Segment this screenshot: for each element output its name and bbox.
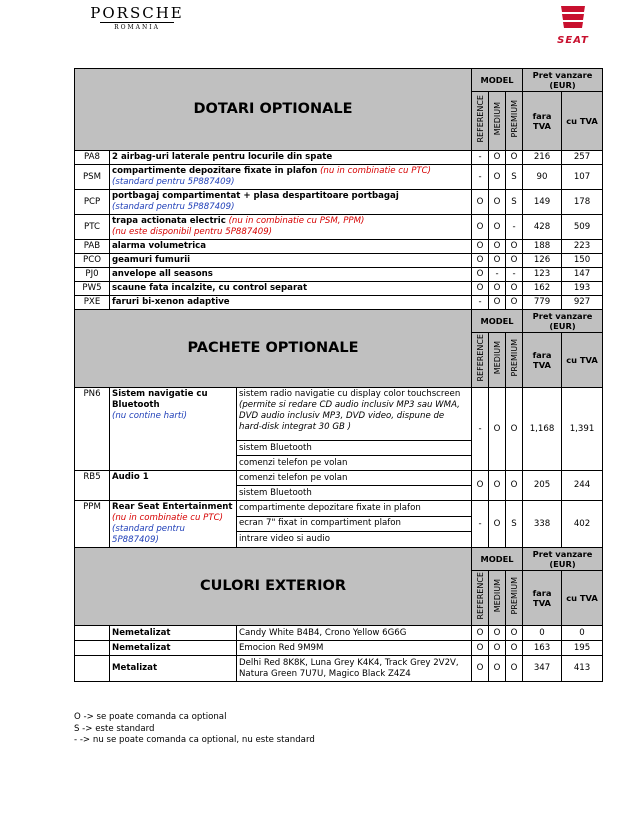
option-name: portbagaj compartimentat + plasa despartitoare portbagaj xyxy=(112,191,399,201)
medium-availability: O xyxy=(489,501,506,548)
price-with-vat: 413 xyxy=(562,656,603,682)
price-list-table xyxy=(74,68,603,682)
price-header: Pret vanzare (EUR) xyxy=(523,548,603,571)
premium-availability: O xyxy=(506,240,523,254)
package-item: sistem Bluetooth xyxy=(237,486,472,501)
price-with-vat: 107 xyxy=(562,165,603,190)
price-without-vat: 347 xyxy=(523,656,562,682)
reference-availability: O xyxy=(472,254,489,268)
price-without-vat: 188 xyxy=(523,240,562,254)
option-code: PAB xyxy=(75,240,110,254)
option-code: PA8 xyxy=(75,151,110,165)
medium-availability: O xyxy=(489,240,506,254)
package-name-cell xyxy=(110,388,237,471)
price-without-vat: 126 xyxy=(523,254,562,268)
reference-availability: O xyxy=(472,471,489,501)
option-note-red: (nu in combinatie cu PSM, PPM) xyxy=(228,216,365,226)
medium-availability: O xyxy=(489,626,506,641)
table-row xyxy=(75,296,603,310)
price-without-vat-header: fara TVA xyxy=(523,92,562,151)
reference-availability: O xyxy=(472,268,489,282)
reference-availability: O xyxy=(472,215,489,240)
price-without-vat-header: fara TVA xyxy=(523,333,562,388)
porsche-brand-text: PORSCHE xyxy=(90,4,184,22)
price-header: Pret vanzare (EUR) xyxy=(523,69,603,92)
price-without-vat: 338 xyxy=(523,501,562,548)
reference-availability: O xyxy=(472,240,489,254)
reference-availability: - xyxy=(472,388,489,471)
option-name-cell xyxy=(110,190,472,215)
price-without-vat: 0 xyxy=(523,626,562,641)
price-with-vat: 147 xyxy=(562,268,603,282)
price-with-vat-header: cu TVA xyxy=(562,92,603,151)
color-type: Nemetalizat xyxy=(110,641,237,656)
color-type: Nemetalizat xyxy=(110,626,237,641)
price-with-vat: 402 xyxy=(562,501,603,548)
package-note-red: (nu in combinatie cu PTC) xyxy=(112,513,223,523)
table-row xyxy=(75,471,603,486)
trim-premium-header: PREMIUM xyxy=(506,571,523,626)
section-title-colors: CULORI EXTERIOR xyxy=(75,548,472,626)
package-name-cell xyxy=(110,501,237,548)
medium-availability: O xyxy=(489,165,506,190)
package-item: comenzi telefon pe volan xyxy=(237,471,472,486)
table-row xyxy=(75,268,603,282)
option-name-cell xyxy=(110,215,472,240)
color-description: Delhi Red 8K8K, Luna Grey K4K4, Track Grey 2V2V, Natura Green 7U7U, Magico Black Z4Z4 xyxy=(237,656,472,682)
price-with-vat-header: cu TVA xyxy=(562,333,603,388)
package-item: ecran 7" fixat in compartiment plafon xyxy=(237,516,472,532)
reference-availability: - xyxy=(472,151,489,165)
premium-availability: O xyxy=(506,471,523,501)
package-code: RB5 xyxy=(75,471,110,501)
premium-availability: S xyxy=(506,190,523,215)
price-with-vat: 257 xyxy=(562,151,603,165)
package-code: PPM xyxy=(75,501,110,548)
trim-reference-header: REFERENCE xyxy=(472,92,489,151)
package-item: sistem radio navigatie cu display color touchscreen (permite si redare CD audio inclusiv MP3 sau WMA, DVD audio inclusiv MP3, DVD video, dispune de hard-disk integrat 30 GB ) xyxy=(237,388,472,441)
legend xyxy=(74,712,315,747)
option-code: PCP xyxy=(75,190,110,215)
price-with-vat: 193 xyxy=(562,282,603,296)
medium-availability: O xyxy=(489,151,506,165)
package-name: Audio 1 xyxy=(110,471,237,501)
reference-availability: - xyxy=(472,501,489,548)
option-name: 2 airbag-uri laterale pentru locurile din spate xyxy=(110,151,472,165)
premium-availability: O xyxy=(506,388,523,471)
legend-standard: S -> este standard xyxy=(74,723,155,734)
medium-availability: O xyxy=(489,471,506,501)
option-name: anvelope all seasons xyxy=(110,268,472,282)
medium-availability: O xyxy=(489,190,506,215)
premium-availability: O xyxy=(506,656,523,682)
price-with-vat-header: cu TVA xyxy=(562,571,603,626)
price-without-vat: 90 xyxy=(523,165,562,190)
trim-medium-header: MEDIUM xyxy=(489,333,506,388)
price-with-vat: 927 xyxy=(562,296,603,310)
option-name: scaune fata incalzite, cu control separat xyxy=(110,282,472,296)
package-item: comenzi telefon pe volan xyxy=(237,456,472,471)
color-type: Metalizat xyxy=(110,656,237,682)
package-item: intrare video si audio xyxy=(237,532,472,548)
table-row xyxy=(75,501,603,517)
price-without-vat: 779 xyxy=(523,296,562,310)
premium-availability: S xyxy=(506,501,523,548)
premium-availability: O xyxy=(506,151,523,165)
empty-code-cell xyxy=(75,626,110,641)
option-name: trapa actionata electric xyxy=(112,216,226,226)
seat-emblem-icon xyxy=(558,4,588,30)
table-row xyxy=(75,240,603,254)
price-header: Pret vanzare (EUR) xyxy=(523,310,603,333)
price-with-vat: 1,391 xyxy=(562,388,603,471)
medium-availability: O xyxy=(489,388,506,471)
table-row xyxy=(75,151,603,165)
price-without-vat: 162 xyxy=(523,282,562,296)
medium-availability: O xyxy=(489,254,506,268)
price-without-vat: 123 xyxy=(523,268,562,282)
price-without-vat: 1,168 xyxy=(523,388,562,471)
legend-unavailable: - -> nu se poate comanda ca optional, nu este standard xyxy=(74,735,315,745)
option-note-red: (nu in combinatie cu PTC) xyxy=(320,166,431,176)
empty-code-cell xyxy=(75,656,110,682)
table-row xyxy=(75,626,603,641)
trim-medium-header: MEDIUM xyxy=(489,571,506,626)
price-with-vat: 0 xyxy=(562,626,603,641)
option-note-blue: (standard pentru 5P887409) xyxy=(112,202,235,212)
romania-sub-text: ROMANIA xyxy=(100,22,174,31)
medium-availability: O xyxy=(489,296,506,310)
reference-availability: O xyxy=(472,190,489,215)
table-row xyxy=(75,215,603,240)
medium-availability: O xyxy=(489,656,506,682)
premium-availability: - xyxy=(506,268,523,282)
premium-availability: - xyxy=(506,215,523,240)
legend-optional: O -> se poate comanda ca optional xyxy=(74,712,227,722)
medium-availability: - xyxy=(489,268,506,282)
trim-reference-header: REFERENCE xyxy=(472,571,489,626)
package-item: sistem Bluetooth xyxy=(237,441,472,456)
table-row xyxy=(75,190,603,215)
reference-availability: O xyxy=(472,641,489,656)
color-description: Candy White B4B4, Crono Yellow 6G6G xyxy=(237,626,472,641)
reference-availability: - xyxy=(472,165,489,190)
package-item: compartimente depozitare fixate in plafon xyxy=(237,501,472,517)
price-without-vat-header: fara TVA xyxy=(523,571,562,626)
option-note-blue: (standard pentru 5P887409) xyxy=(112,177,235,187)
option-code: PJ0 xyxy=(75,268,110,282)
section-title-options: DOTARI OPTIONALE xyxy=(75,69,472,151)
price-with-vat: 195 xyxy=(562,641,603,656)
model-header: MODEL xyxy=(472,310,523,333)
price-with-vat: 244 xyxy=(562,471,603,501)
trim-premium-header: PREMIUM xyxy=(506,92,523,151)
option-note-red-2: (nu este disponibil pentru 5P887409) xyxy=(112,227,273,237)
package-name: Rear Seat Entertainment xyxy=(112,502,233,512)
price-with-vat: 509 xyxy=(562,215,603,240)
price-without-vat: 216 xyxy=(523,151,562,165)
medium-availability: O xyxy=(489,282,506,296)
package-code: PN6 xyxy=(75,388,110,471)
reference-availability: O xyxy=(472,656,489,682)
premium-availability: S xyxy=(506,165,523,190)
option-name: geamuri fumurii xyxy=(110,254,472,268)
price-without-vat: 428 xyxy=(523,215,562,240)
model-header: MODEL xyxy=(472,69,523,92)
trim-premium-header: PREMIUM xyxy=(506,333,523,388)
option-code: PXE xyxy=(75,296,110,310)
premium-availability: O xyxy=(506,296,523,310)
option-code: PTC xyxy=(75,215,110,240)
table-row xyxy=(75,656,603,682)
trim-reference-header: REFERENCE xyxy=(472,333,489,388)
option-name: compartimente depozitare fixate in plafon xyxy=(112,166,318,176)
seat-logo xyxy=(547,4,599,46)
porsche-romania-logo xyxy=(82,6,192,31)
price-without-vat: 205 xyxy=(523,471,562,501)
table-row xyxy=(75,282,603,296)
color-description: Emocion Red 9M9M xyxy=(237,641,472,656)
option-code: PSM xyxy=(75,165,110,190)
option-code: PW5 xyxy=(75,282,110,296)
option-name: alarma volumetrica xyxy=(110,240,472,254)
package-note-blue: (nu contine harti) xyxy=(112,411,187,421)
table-row xyxy=(75,254,603,268)
price-with-vat: 178 xyxy=(562,190,603,215)
premium-availability: O xyxy=(506,254,523,268)
package-name: Sistem navigatie cu Bluetooth xyxy=(112,389,208,410)
option-code: PCO xyxy=(75,254,110,268)
option-name: faruri bi-xenon adaptive xyxy=(110,296,472,310)
price-without-vat: 149 xyxy=(523,190,562,215)
reference-availability: O xyxy=(472,282,489,296)
reference-availability: O xyxy=(472,626,489,641)
option-name-cell xyxy=(110,165,472,190)
table-row xyxy=(75,388,603,441)
seat-wordmark: SEAT xyxy=(557,35,589,46)
premium-availability: O xyxy=(506,282,523,296)
empty-code-cell xyxy=(75,641,110,656)
table-row xyxy=(75,165,603,190)
price-with-vat: 223 xyxy=(562,240,603,254)
medium-availability: O xyxy=(489,641,506,656)
table-row xyxy=(75,641,603,656)
price-with-vat: 150 xyxy=(562,254,603,268)
price-without-vat: 163 xyxy=(523,641,562,656)
premium-availability: O xyxy=(506,626,523,641)
model-header: MODEL xyxy=(472,548,523,571)
medium-availability: O xyxy=(489,215,506,240)
package-note-blue: (standard pentru 5P887409) xyxy=(112,524,185,545)
trim-medium-header: MEDIUM xyxy=(489,92,506,151)
premium-availability: O xyxy=(506,641,523,656)
section-title-packages: PACHETE OPTIONALE xyxy=(75,310,472,388)
reference-availability: - xyxy=(472,296,489,310)
